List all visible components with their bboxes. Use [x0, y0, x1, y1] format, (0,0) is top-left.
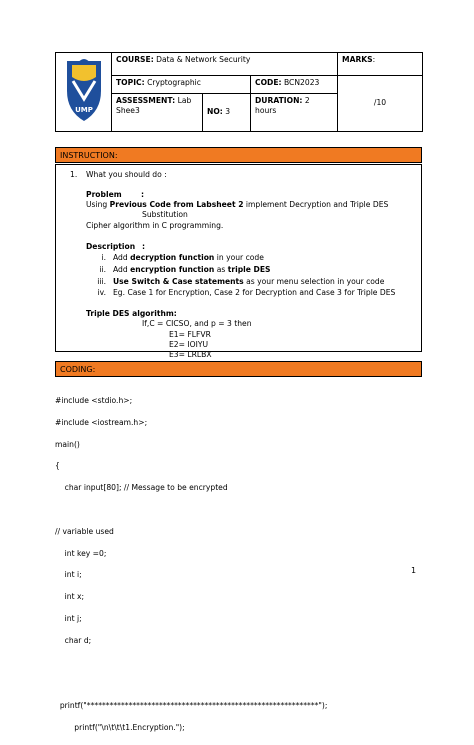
assessment-label: ASSESSMENT: — [116, 96, 176, 105]
code-line: { — [55, 461, 60, 471]
desc-item-2-bold2: triple DES — [227, 265, 271, 274]
problem-line-1-pre: Using — [86, 200, 110, 209]
triple-des-line-1: If,C = CICSO, and p = 3 then — [142, 319, 252, 328]
instruction-title: INSTRUCTION: — [60, 151, 118, 160]
duration-value-2: hours — [255, 106, 277, 116]
desc-item-2-bold: encryption function — [130, 265, 215, 274]
desc-item-1 — [113, 253, 264, 263]
desc-item-3-post: as your menu selection in your code — [243, 277, 385, 286]
code-line: char d; — [55, 635, 92, 645]
code-line: #include <stdio.h>; — [55, 395, 133, 405]
desc-item-1-number: i. — [101, 253, 106, 262]
code-line: char input[80]; // Message to be encrypted — [55, 483, 228, 493]
problem-line-1-bold: Previous Code from Labsheet 2 — [109, 200, 244, 209]
topic-value: Cryptographic — [147, 78, 201, 87]
desc-item-1-bold: decryption function — [130, 253, 215, 262]
triple-des-e1: E1= FLFVR — [169, 330, 211, 339]
code-line — [55, 679, 327, 690]
course-value: Data & Network Security — [156, 55, 251, 64]
problem-line-1 — [86, 200, 388, 210]
code-line — [55, 658, 327, 669]
code-line: int x; — [55, 592, 85, 602]
triple-des-e2: E2= IOIYU — [169, 340, 209, 349]
triple-des-label: Triple DES algorithm: — [86, 309, 177, 318]
desc-item-4-number: iv. — [97, 288, 106, 297]
course-label: COURSE: — [116, 55, 154, 64]
code-line: int i; — [55, 570, 82, 580]
desc-item-2-mid: as — [214, 265, 228, 274]
coding-header-bar — [55, 361, 422, 377]
code-line — [55, 505, 327, 516]
item1-text: What you should do : — [86, 170, 167, 179]
code-line: int j; — [55, 614, 82, 624]
duration-cell — [251, 94, 338, 132]
marks-cell — [338, 53, 423, 76]
problem-line-1-post: implement Decryption and Triple DES — [243, 200, 389, 209]
desc-item-1-post: in your code — [214, 253, 264, 262]
desc-item-4: Eg. Case 1 for Encryption, Case 2 for Decryption and Case 3 for Triple DES — [113, 288, 396, 297]
score-value: /10 — [373, 98, 387, 108]
problem-line-2: Substitution — [142, 210, 188, 219]
assessment-value-1: Lab — [177, 96, 192, 105]
desc-item-3-number: iii. — [97, 277, 106, 286]
code-label: CODE: — [255, 78, 282, 87]
code-line: // variable used — [55, 526, 114, 536]
ump-logo-icon — [59, 55, 109, 125]
no-cell — [203, 94, 251, 132]
university-logo — [56, 53, 112, 132]
assessment-value-2: Shee3 — [116, 106, 140, 116]
desc-item-2-number: ii. — [99, 265, 106, 274]
desc-item-3-bold: Use Switch & Case statements — [113, 277, 244, 286]
code-line: int key =0; — [55, 548, 107, 558]
code-line: main() — [55, 439, 80, 449]
problem-line-3: Cipher algorithm in C programming. — [86, 221, 224, 230]
code-cell — [251, 76, 338, 94]
code-line: printf("\n\t\t\t1.Encryption."); — [55, 723, 185, 733]
problem-label: Problem — [86, 190, 122, 199]
duration-value-1: 2 — [304, 96, 310, 105]
desc-item-3 — [113, 277, 384, 287]
desc-item-2-pre: Add — [113, 265, 131, 274]
topic-label: TOPIC: — [116, 78, 145, 87]
page-number: 1 — [411, 566, 417, 575]
logo-text: UMP — [74, 106, 93, 115]
instruction-body — [55, 164, 422, 359]
code-line: #include <iostream.h>; — [55, 417, 148, 427]
description-colon: : — [142, 242, 146, 251]
marks-colon: : — [372, 55, 376, 64]
problem-colon: : — [141, 190, 145, 199]
coding-title: CODING: — [60, 365, 96, 374]
code-line: printf("*************************************************************"); — [55, 701, 328, 711]
desc-item-1-pre: Add — [113, 253, 131, 262]
desc-item-2 — [113, 265, 271, 275]
marks-label: MARKS — [342, 55, 373, 64]
code-block — [55, 385, 327, 745]
course-cell — [112, 53, 338, 76]
no-label: NO: — [207, 107, 223, 117]
triple-des-e3: E3= LRLBX — [169, 350, 212, 359]
score-cell — [338, 76, 423, 132]
topic-cell — [112, 76, 251, 94]
item1-number: 1. — [70, 170, 78, 179]
description-label: Description — [86, 242, 136, 251]
instruction-header-bar — [55, 147, 422, 163]
course-header-table — [55, 52, 423, 132]
duration-label: DURATION: — [255, 96, 303, 105]
assessment-cell — [112, 94, 203, 132]
code-value: BCN2023 — [283, 78, 320, 87]
no-value: 3 — [225, 107, 231, 117]
